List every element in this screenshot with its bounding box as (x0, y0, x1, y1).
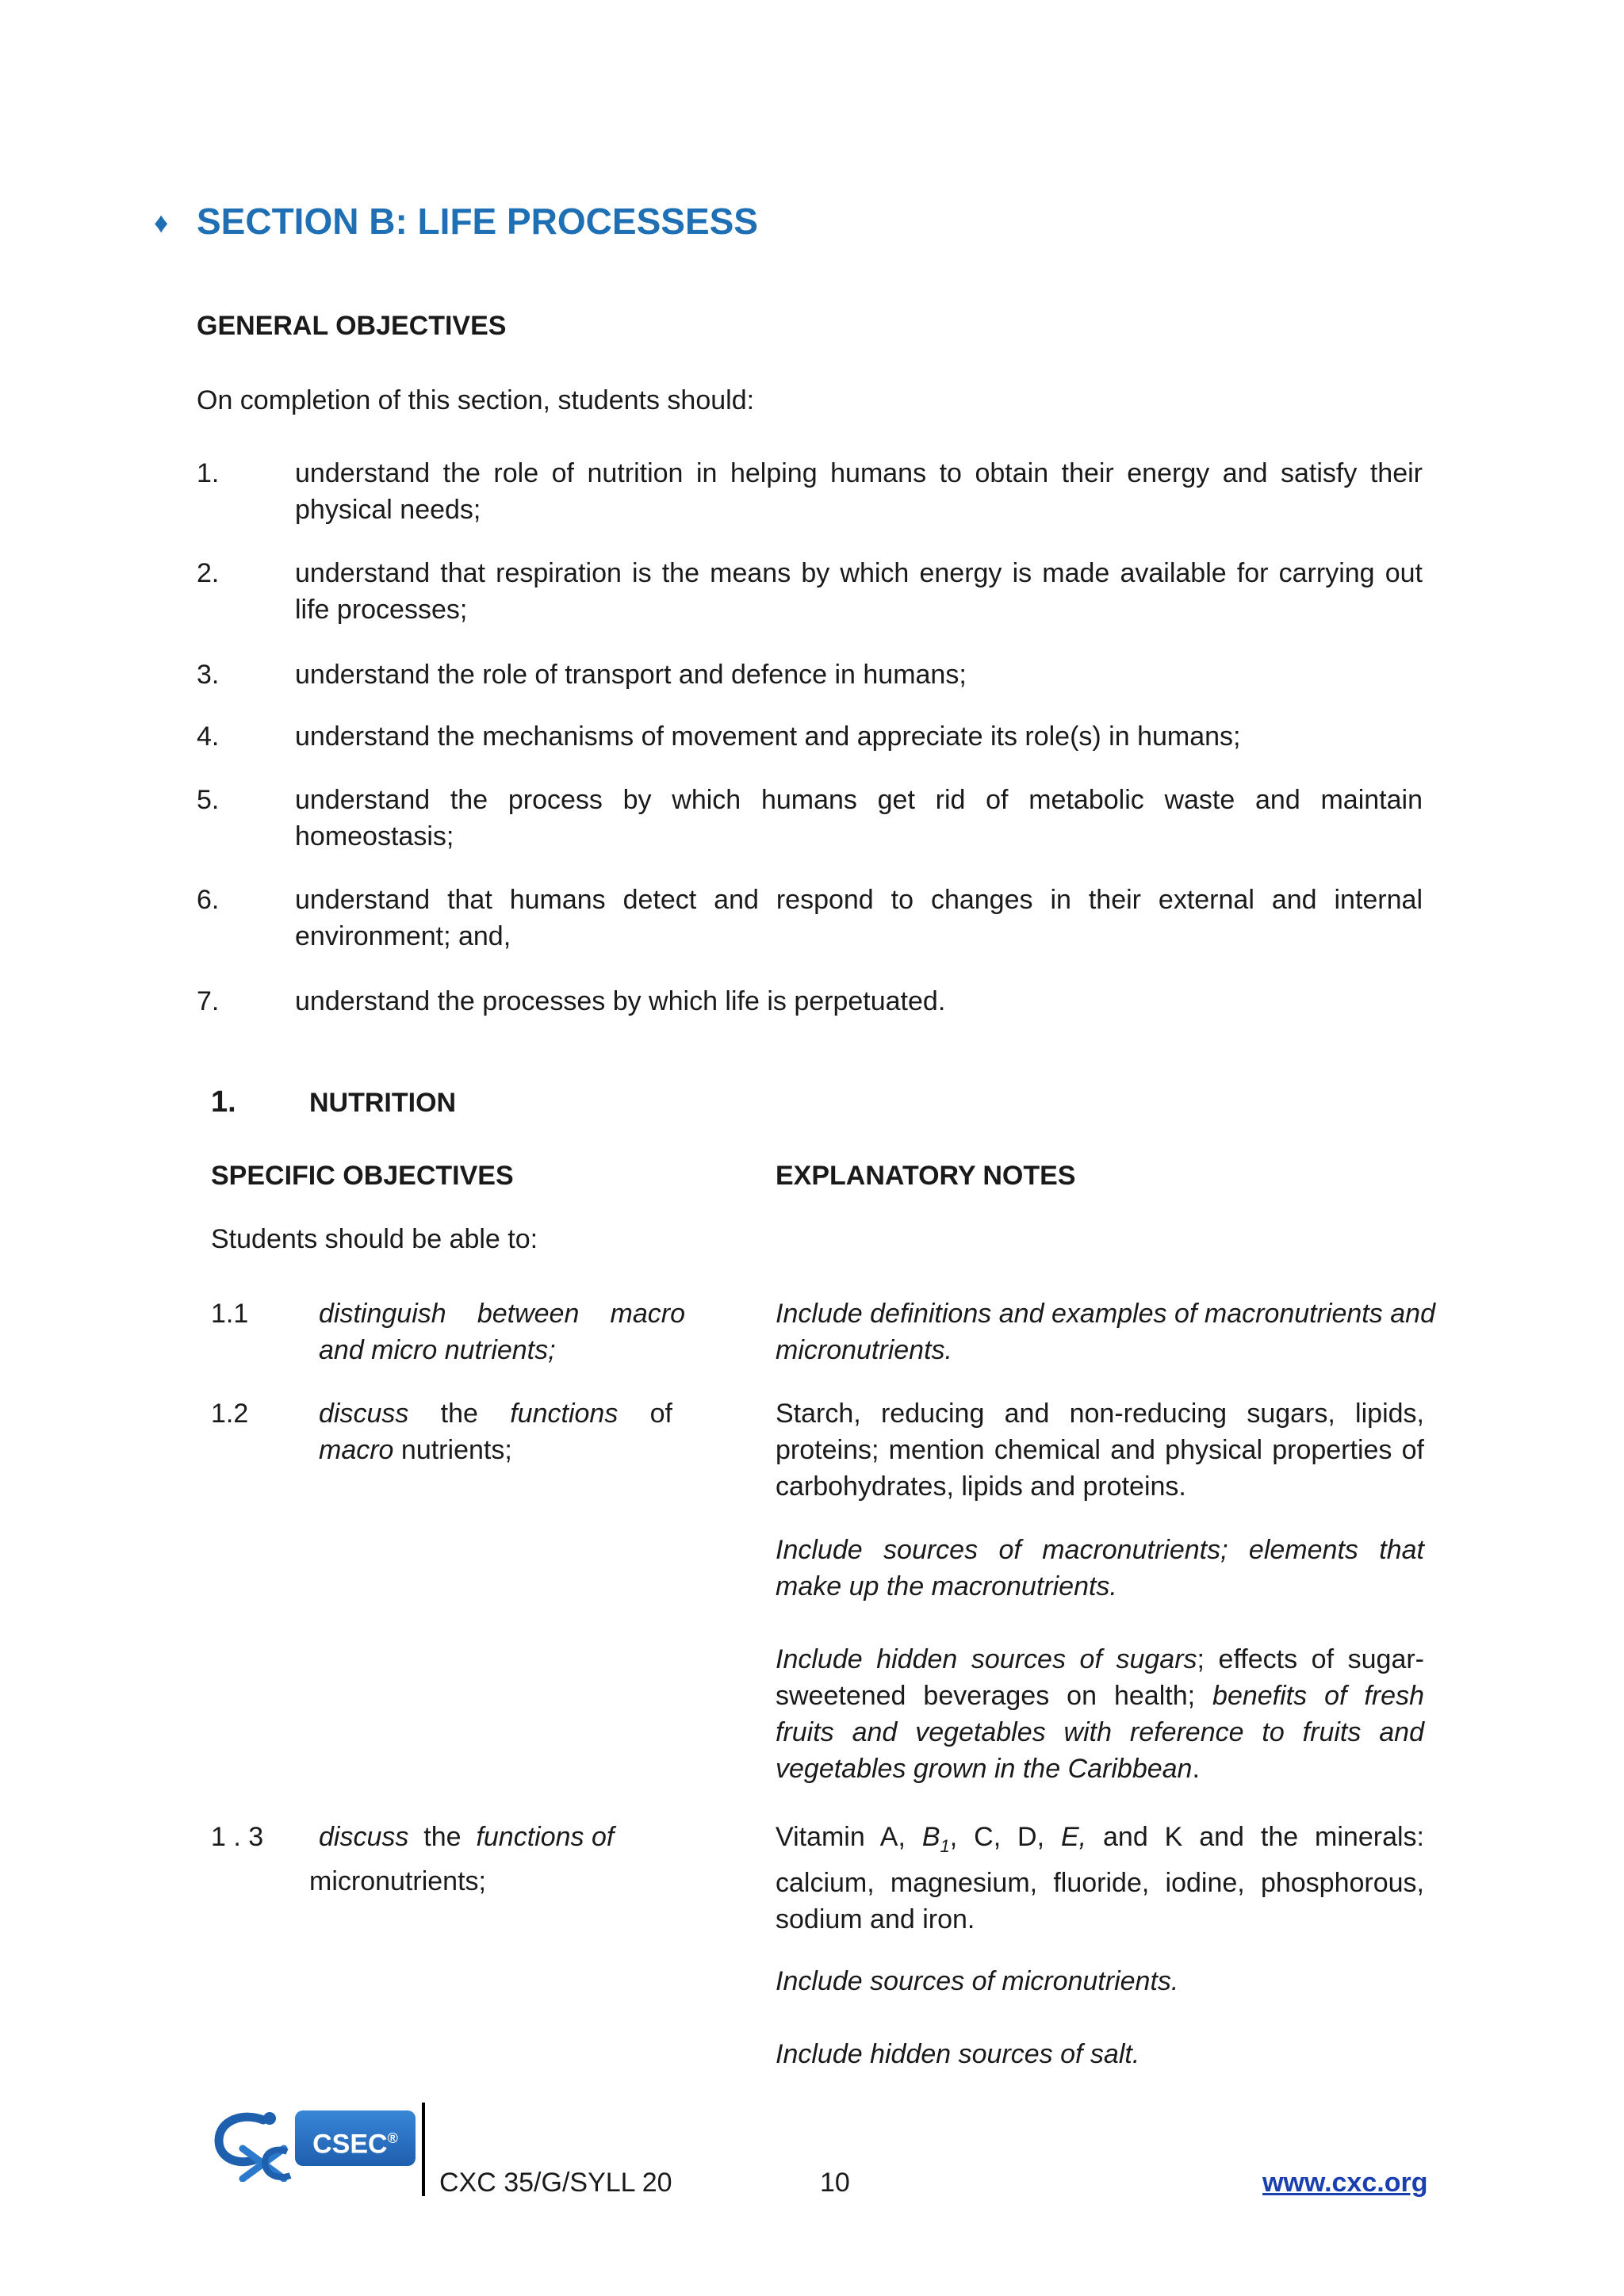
cxc-logo-icon (208, 2106, 295, 2182)
specific-objective-line: micronutrients; (309, 1866, 486, 1896)
objective-number: 1. (197, 458, 220, 488)
page-number: 10 (820, 2168, 850, 2198)
note-part: , C, D, (949, 1822, 1061, 1852)
general-objectives-intro: On completion of this section, students should: (197, 385, 755, 415)
objective-text: understand the role of nutrition in helping humans to obtain their energy and satisfy their physical needs; (295, 458, 1423, 525)
explanatory-note: Include hidden sources of salt. (776, 2039, 1140, 2069)
general-objectives-heading: GENERAL OBJECTIVES (197, 311, 507, 341)
objective-word: macro (319, 1435, 394, 1465)
specific-objective-line (319, 1819, 614, 1855)
section-title: SECTION B: LIFE PROCESSESS (197, 201, 758, 242)
note-part: benefits of fresh fruits and vegetables with reference to fruits and vegetables grown in the Caribbean (776, 1681, 1425, 1784)
objective-text: understand the mechanisms of movement and appreciate its role(s) in humans; (295, 721, 1241, 752)
footer-divider (422, 2103, 425, 2196)
diamond-bullet-icon: ♦ (154, 206, 169, 239)
objective-number: 4. (197, 721, 220, 752)
explanatory-notes-heading: EXPLANATORY NOTES (776, 1161, 1076, 1191)
objective-number: 5. (197, 785, 220, 815)
objective-number: 3. (197, 660, 220, 690)
objective-word: discuss (319, 1822, 409, 1852)
specific-objectives-heading: SPECIFIC OBJECTIVES (211, 1161, 514, 1191)
csec-logo (295, 2110, 416, 2166)
objective-word: functions (510, 1399, 619, 1429)
note-part: B (921, 1822, 940, 1852)
note-part: . (1192, 1754, 1200, 1784)
objective-text: understand that humans detect and respond to changes in their external and internal environment; and, (295, 885, 1423, 951)
objective-word: functions of (476, 1822, 615, 1852)
nutrition-number: 1. (211, 1085, 236, 1119)
objective-text: understand the processes by which life is perpetuated. (295, 986, 946, 1016)
objective-word: the (440, 1399, 478, 1429)
objective-text: understand the process by which humans get rid of metabolic waste and maintain homeostasis; (295, 785, 1423, 851)
note-part: ; effects of sugar-sweetened beverages on health; (776, 1644, 1424, 1711)
note-part: Vitamin A, (776, 1822, 922, 1852)
objective-text: understand the role of transport and defence in humans; (295, 660, 967, 690)
objective-number: 6. (197, 885, 220, 915)
website-link[interactable]: www.cxc.org (1262, 2168, 1428, 2198)
specific-objective-number: 1.2 (211, 1399, 249, 1429)
specific-objective-line (319, 1432, 512, 1468)
explanatory-note: Include sources of macronutrients; elements that make up the macronutrients. (776, 1535, 1424, 1601)
objective-word: the (423, 1822, 462, 1852)
explanatory-note (776, 1819, 1424, 1938)
registered-mark: ® (387, 2130, 398, 2146)
specific-objective-line (319, 1395, 672, 1432)
objective-number: 2. (197, 558, 220, 588)
explanatory-note: Include definitions and examples of macronutrients and micronutrients. (776, 1299, 1435, 1365)
objective-word: nutrients; (400, 1435, 512, 1465)
objective-number: 7. (197, 986, 220, 1016)
logo-text: CSEC (312, 2129, 388, 2160)
note-part: Include hidden sources of sugars (776, 1644, 1197, 1674)
objective-word: discuss (319, 1399, 409, 1429)
nutrition-title: NUTRITION (309, 1088, 457, 1118)
explanatory-note: Starch, reducing and non-reducing sugars, lipids, proteins; mention chemical and physical properties of carbohydrates, lipids and proteins. (776, 1399, 1424, 1502)
note-part: E, (1060, 1822, 1087, 1852)
objective-word: of (649, 1399, 672, 1429)
syllabus-code: CXC 35/G/SYLL 20 (439, 2168, 672, 2198)
note-part: and K and the minerals: calcium, magnesium, fluoride, iodine, phosphorous, sodium and iron. (776, 1822, 1424, 1934)
students-intro: Students should be able to: (211, 1224, 538, 1254)
note-subscript: 1 (940, 1835, 950, 1856)
explanatory-note: Include sources of micronutrients. (776, 1966, 1179, 1996)
explanatory-note (776, 1641, 1424, 1787)
specific-objective-text: distinguish between macro and micro nutrients; (319, 1299, 685, 1365)
specific-objective-number: 1 . 3 (211, 1822, 264, 1852)
objective-text: understand that respiration is the means by which energy is made available for carrying out life processes; (295, 558, 1423, 625)
specific-objective-number: 1.1 (211, 1299, 249, 1329)
